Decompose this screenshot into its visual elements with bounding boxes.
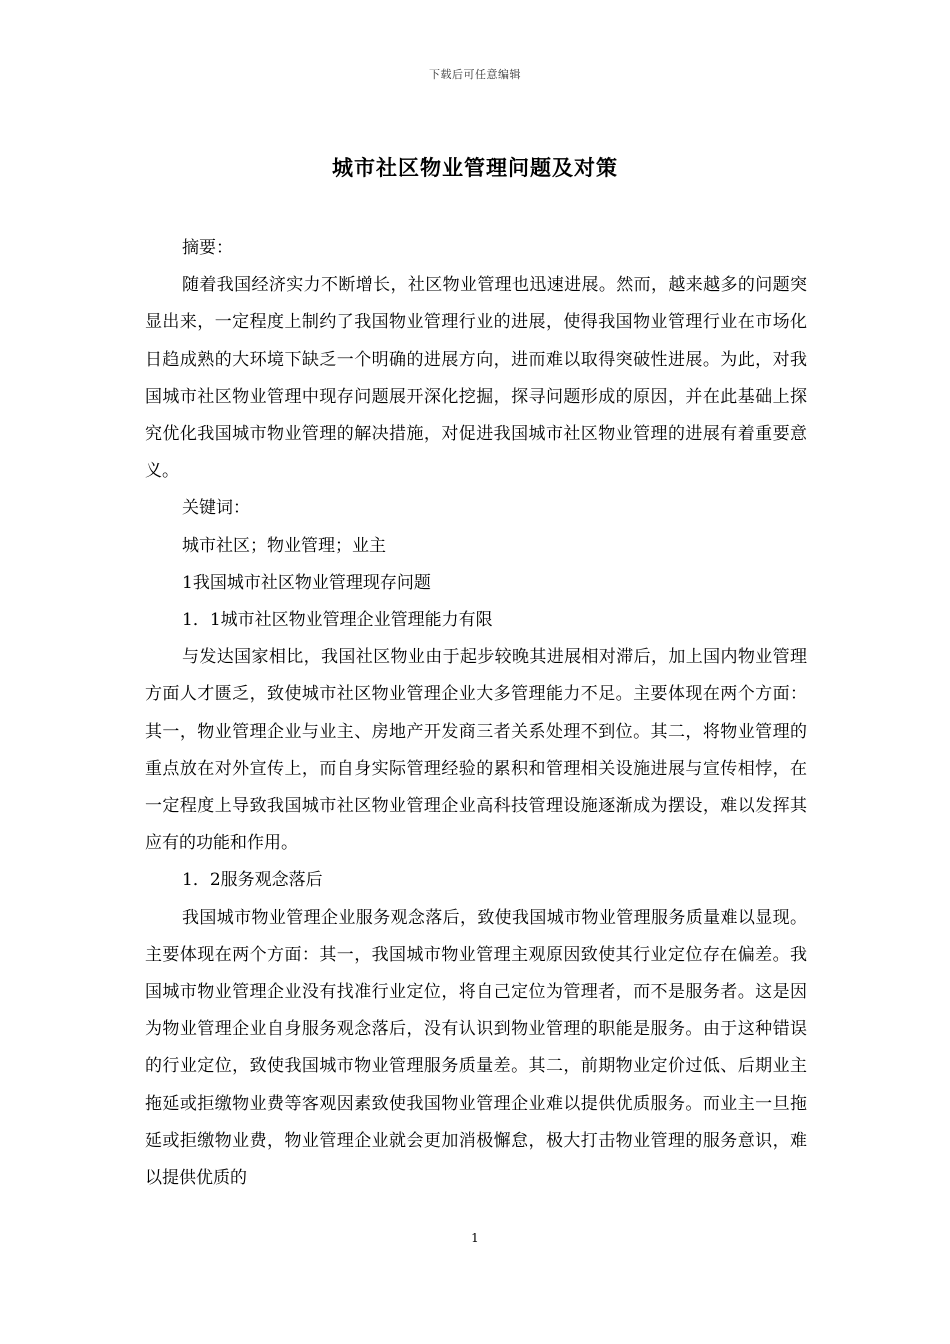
subsection-heading: 1．1城市社区物业管理企业管理能力有限 [182, 610, 493, 631]
body-paragraph: 我国城市物业管理企业服务观念落后，致使我国城市物业管理服务质量难以显现。主要体现在两个方面：其一，我国城市物业管理主观原因致使其行业定位存在偏差。我国城市物业管理企业没有找准行业定位，将自己定位为管理者，而不是服务者。这是因为物业管理企业自身服务观念落后，没有认识到物业管理的职能是服务。由于这种错误的行业定位，致使我国城市物业管理服务质量差。其二，前期物业定价过低、后期业主拖延或拒缴物业费等客观因素致使我国物业管理企业难以提供优质服务。而业主一旦拖延或拒缴物业费，物业管理企业就会更加消极懈怠，极大打击物业管理的服务意识，难以提供优质的 [145, 907, 807, 1189]
page-number: 1 [471, 1231, 479, 1245]
subsection-heading: 1．2服务观念落后 [182, 870, 323, 891]
document-body [145, 230, 807, 1197]
header-note: 下载后可任意编辑 [429, 68, 521, 81]
keywords-label: 关键词： [182, 498, 250, 519]
document-title: 城市社区物业管理问题及对策 [332, 155, 618, 180]
abstract-paragraph: 随着我国经济实力不断增长，社区物业管理也迅速进展。然而，越来越多的问题突显出来，一定程度上制约了我国物业管理行业的进展，使得我国物业管理行业在市场化日趋成熟的大环境下缺乏一个明确的进展方向，进而难以取得突破性进展。为此，对我国城市社区物业管理中现存问题展开深化挖掘，探寻问题形成的原因，并在此基础上探究优化我国城市物业管理的解决措施，对促进我国城市社区物业管理的进展有着重要意义。 [145, 275, 807, 482]
abstract-label: 摘要： [182, 238, 233, 258]
section-heading: 1我国城市社区物业管理现存问题 [182, 572, 431, 593]
keywords-paragraph: 城市社区；物业管理；业主 [182, 535, 386, 556]
body-paragraph: 与发达国家相比，我国社区物业由于起步较晚其进展相对滞后，加上国内物业管理方面人才匮乏，致使城市社区物业管理企业大多管理能力不足。主要体现在两个方面：其一，物业管理企业与业主、房地产开发商三者关系处理不到位。其二，将物业管理的重点放在对外宣传上，而自身实际管理经验的累积和管理相关设施进展与宣传相悖，在一定程度上导致我国城市社区物业管理企业高科技管理设施逐渐成为摆设，难以发挥其应有的功能和作用。 [145, 647, 807, 854]
